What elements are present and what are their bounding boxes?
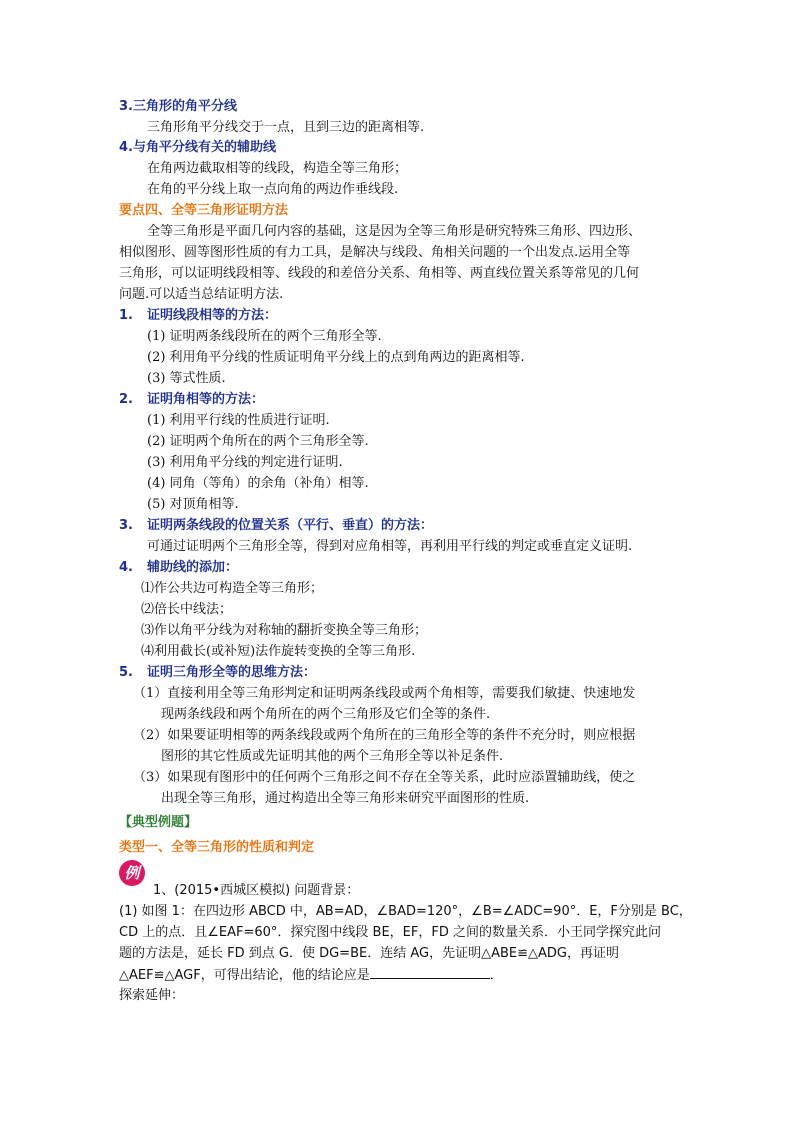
method-2-title: 证明角相等的方法： (147, 392, 265, 407)
method-2-heading (119, 391, 264, 409)
method-1-heading (119, 307, 277, 325)
section-4-text-1: 在角两边截取相等的线段，构造全等三角形； (147, 161, 408, 176)
example-line-4-text: △AEF≌△AGF，可得出结论，他的结论应是 (119, 968, 370, 983)
method-5-item: 现两条线段和两个角所在的两个三角形及它们全等的条件. (161, 707, 491, 722)
method-4-item: ⑴作公共边可构造全等三角形； (141, 581, 324, 596)
method-2-item: (2) 证明两个角所在的两个三角形全等. (147, 434, 369, 449)
examples-header: 【典型例题】 (119, 815, 198, 830)
method-2-item: (3) 利用角平分线的判定进行证明. (147, 455, 343, 470)
method-5-title: 证明三角形全等的思维方法： (147, 665, 317, 680)
method-5-number: 5. (119, 665, 133, 680)
method-5-heading (119, 664, 316, 682)
method-2-item: (4) 同角（等角）的余角（补角）相等. (147, 476, 369, 491)
answer-blank[interactable] (370, 966, 490, 979)
method-4-item: ⑶作以角平分线为对称轴的翻折变换全等三角形； (141, 623, 428, 638)
method-1-number: 1. (119, 308, 133, 323)
method-4-item: ⑵倍长中线法； (141, 602, 233, 617)
method-5-item: （2）如果要证明相等的两条线段或两个角所在的三角形全等的条件不充分时，则应根据 (133, 728, 636, 743)
example-line-2: CD 上的点．且∠EAF=60°．探究图中线段 BE，EF，FD 之间的数量关系．小王同学探究此问 (119, 925, 661, 940)
key-point-4-para-1: 全等三角形是平面几何内容的基础，这是因为全等三角形是研究特殊三角形、四边形、 (147, 224, 642, 239)
key-point-4-para-3: 三角形，可以证明线段相等、线段的和差倍分关系、角相等、两直线位置关系等常见的几何 (119, 266, 640, 281)
method-5-item: 出现全等三角形，通过构造出全等三角形来研究平面图形的性质. (161, 791, 530, 806)
section-3-title: 3.三角形的角平分线 (119, 99, 237, 114)
section-4-text-2: 在角的平分线上取一点向角的两边作垂线段. (147, 182, 399, 197)
section-4-title: 4.与角平分线有关的辅助线 (119, 140, 276, 155)
method-5-item: （3）如果现有图形中的任何两个三角形之间不存在全等关系，此时应添置辅助线，使之 (133, 770, 636, 785)
method-2-item: (5) 对顶角相等. (147, 497, 239, 512)
method-2-number: 2. (119, 392, 133, 407)
example-line-3: 题的方法是，延长 FD 到点 G．使 DG=BE．连结 AG，先证明△ABE≌△ADG，再证明 (119, 946, 619, 961)
key-point-4-para-2: 相似图形、圆等图形性质的有力工具，是解决与线段、角相关问题的一个出发点.运用全等 (119, 245, 631, 260)
explore-label: 探索延伸： (119, 988, 185, 1003)
method-5-item: （1）直接利用全等三角形判定和证明两条线段或两个角相等，需要我们敏捷、快速地发 (133, 686, 636, 701)
example-badge-icon: 例 (119, 860, 145, 886)
key-point-4-title: 要点四、全等三角形证明方法 (119, 203, 289, 218)
method-1-title: 证明线段相等的方法： (147, 308, 278, 323)
method-2-item: (1) 利用平行线的性质进行证明. (147, 413, 330, 428)
section-3-text: 三角形角平分线交于一点，且到三边的距离相等. (147, 120, 425, 135)
method-4-title: 辅助线的添加： (147, 560, 239, 575)
example-line-4-end: ． (489, 968, 503, 983)
example-head: 1、(2015•西城区模拟) 问题背景： (153, 883, 360, 898)
method-4-item: ⑷利用截长(或补短)法作旋转变换的全等三角形. (141, 644, 416, 659)
key-point-4-para-4: 问题.可以适当总结证明方法. (119, 287, 284, 302)
method-5-item: 图形的其它性质或先证明其他的两个三角形全等以补足条件. (161, 749, 504, 764)
method-4-heading (119, 559, 238, 577)
method-1-item: (2) 利用角平分线的性质证明角平分线上的点到角两边的距离相等. (147, 350, 525, 365)
method-1-item: (3) 等式性质. (147, 371, 226, 386)
method-3-number: 3. (119, 518, 133, 533)
type-1-title: 类型一、全等三角形的性质和判定 (119, 840, 315, 855)
method-3-text: 可通过证明两个三角形全等，得到对应角相等，再利用平行线的判定或垂直定义证明. (147, 539, 633, 554)
method-1-item: (1) 证明两条线段所在的两个三角形全等. (147, 329, 382, 344)
method-3-title: 证明两条线段的位置关系（平行、垂直）的方法： (147, 518, 434, 533)
method-4-number: 4. (119, 560, 133, 575)
example-line-4 (119, 966, 503, 985)
method-3-heading (119, 517, 433, 535)
example-line-1: (1) 如图 1：在四边形 ABCD 中，AB=AD，∠BAD=120°，∠B=∠ADC=90°．E，F分别是 BC， (119, 904, 692, 919)
